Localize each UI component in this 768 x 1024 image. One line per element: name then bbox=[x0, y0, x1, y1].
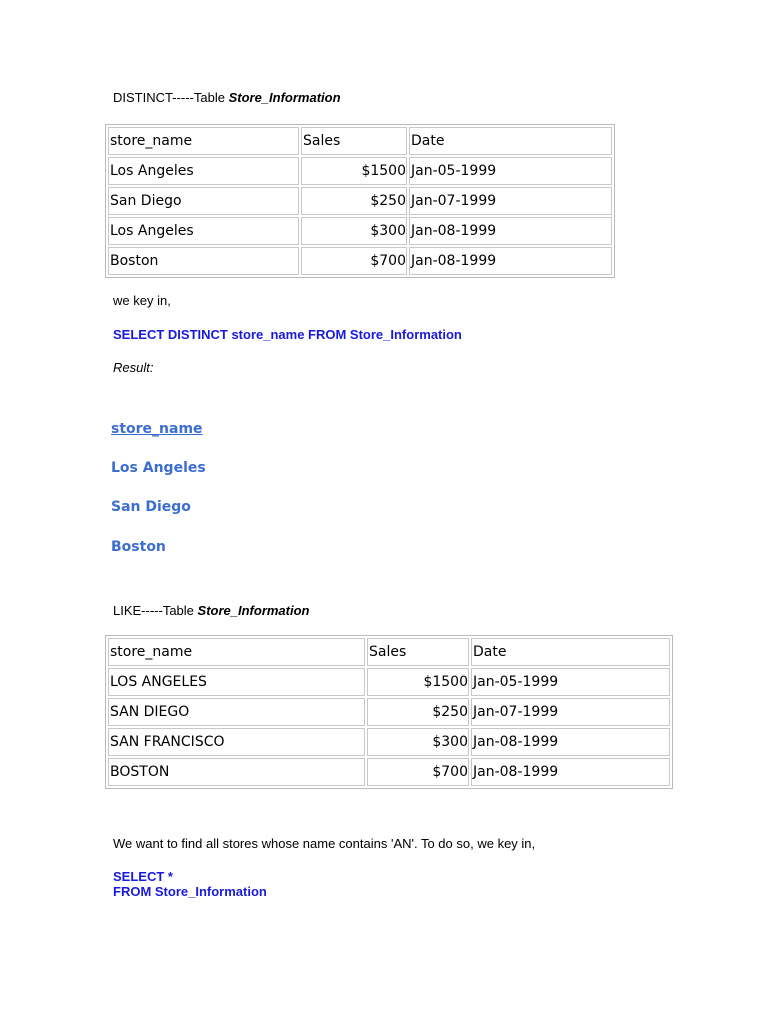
table-cell: SAN FRANCISCO bbox=[108, 728, 365, 756]
table-row bbox=[108, 668, 670, 696]
distinct-table bbox=[105, 124, 615, 278]
like-heading-table: Store_Information bbox=[197, 603, 310, 618]
table-cell: $1500 bbox=[367, 668, 469, 696]
like-intro-text: We want to find all stores whose name contains 'AN'. To do so, we key in, bbox=[113, 836, 536, 851]
table-row bbox=[108, 217, 612, 245]
table-row bbox=[108, 698, 670, 726]
table-header-row bbox=[108, 638, 670, 666]
distinct-sql-query: SELECT DISTINCT store_name FROM Store_Information bbox=[113, 327, 462, 342]
like-heading-prefix: LIKE-----Table bbox=[113, 603, 198, 618]
table-cell: LOS ANGELES bbox=[108, 668, 365, 696]
result-row: San Diego bbox=[111, 499, 191, 515]
result-column-header: store_name bbox=[111, 421, 203, 437]
table-cell: $1500 bbox=[301, 157, 407, 185]
table-cell: $300 bbox=[301, 217, 407, 245]
distinct-intro-text: we key in, bbox=[113, 293, 171, 308]
result-row: Boston bbox=[111, 539, 166, 555]
table-row bbox=[108, 728, 670, 756]
table-cell: Boston bbox=[108, 247, 299, 275]
result-label: Result: bbox=[113, 360, 154, 375]
column-header: Date bbox=[471, 638, 670, 666]
table-header-row bbox=[108, 127, 612, 155]
distinct-heading bbox=[113, 90, 341, 105]
table-row bbox=[108, 247, 612, 275]
column-header: Sales bbox=[367, 638, 469, 666]
table-cell: Jan-07-1999 bbox=[471, 698, 670, 726]
table-cell: Jan-08-1999 bbox=[471, 728, 670, 756]
distinct-heading-table: Store_Information bbox=[228, 90, 341, 105]
result-row: Los Angeles bbox=[111, 460, 206, 476]
table-cell: $250 bbox=[367, 698, 469, 726]
distinct-heading-prefix: DISTINCT-----Table bbox=[113, 90, 229, 105]
table-cell: Jan-07-1999 bbox=[409, 187, 612, 215]
like-table bbox=[105, 635, 673, 789]
column-header: store_name bbox=[108, 127, 299, 155]
column-header: store_name bbox=[108, 638, 365, 666]
table-row bbox=[108, 157, 612, 185]
table-cell: San Diego bbox=[108, 187, 299, 215]
table-cell: Jan-08-1999 bbox=[409, 247, 612, 275]
table-cell: Jan-05-1999 bbox=[409, 157, 612, 185]
like-heading bbox=[113, 603, 310, 618]
table-cell: $700 bbox=[367, 758, 469, 786]
table-cell: BOSTON bbox=[108, 758, 365, 786]
table-cell: Jan-08-1999 bbox=[409, 217, 612, 245]
table-cell: $250 bbox=[301, 187, 407, 215]
table-cell: SAN DIEGO bbox=[108, 698, 365, 726]
column-header: Date bbox=[409, 127, 612, 155]
like-sql-query-line1: SELECT * bbox=[113, 869, 173, 884]
table-row bbox=[108, 758, 670, 786]
table-cell: $700 bbox=[301, 247, 407, 275]
like-sql-query-line2: FROM Store_Information bbox=[113, 884, 267, 899]
table-cell: Jan-05-1999 bbox=[471, 668, 670, 696]
column-header: Sales bbox=[301, 127, 407, 155]
table-cell: Los Angeles bbox=[108, 157, 299, 185]
table-cell: Los Angeles bbox=[108, 217, 299, 245]
table-row bbox=[108, 187, 612, 215]
table-cell: $300 bbox=[367, 728, 469, 756]
table-cell: Jan-08-1999 bbox=[471, 758, 670, 786]
